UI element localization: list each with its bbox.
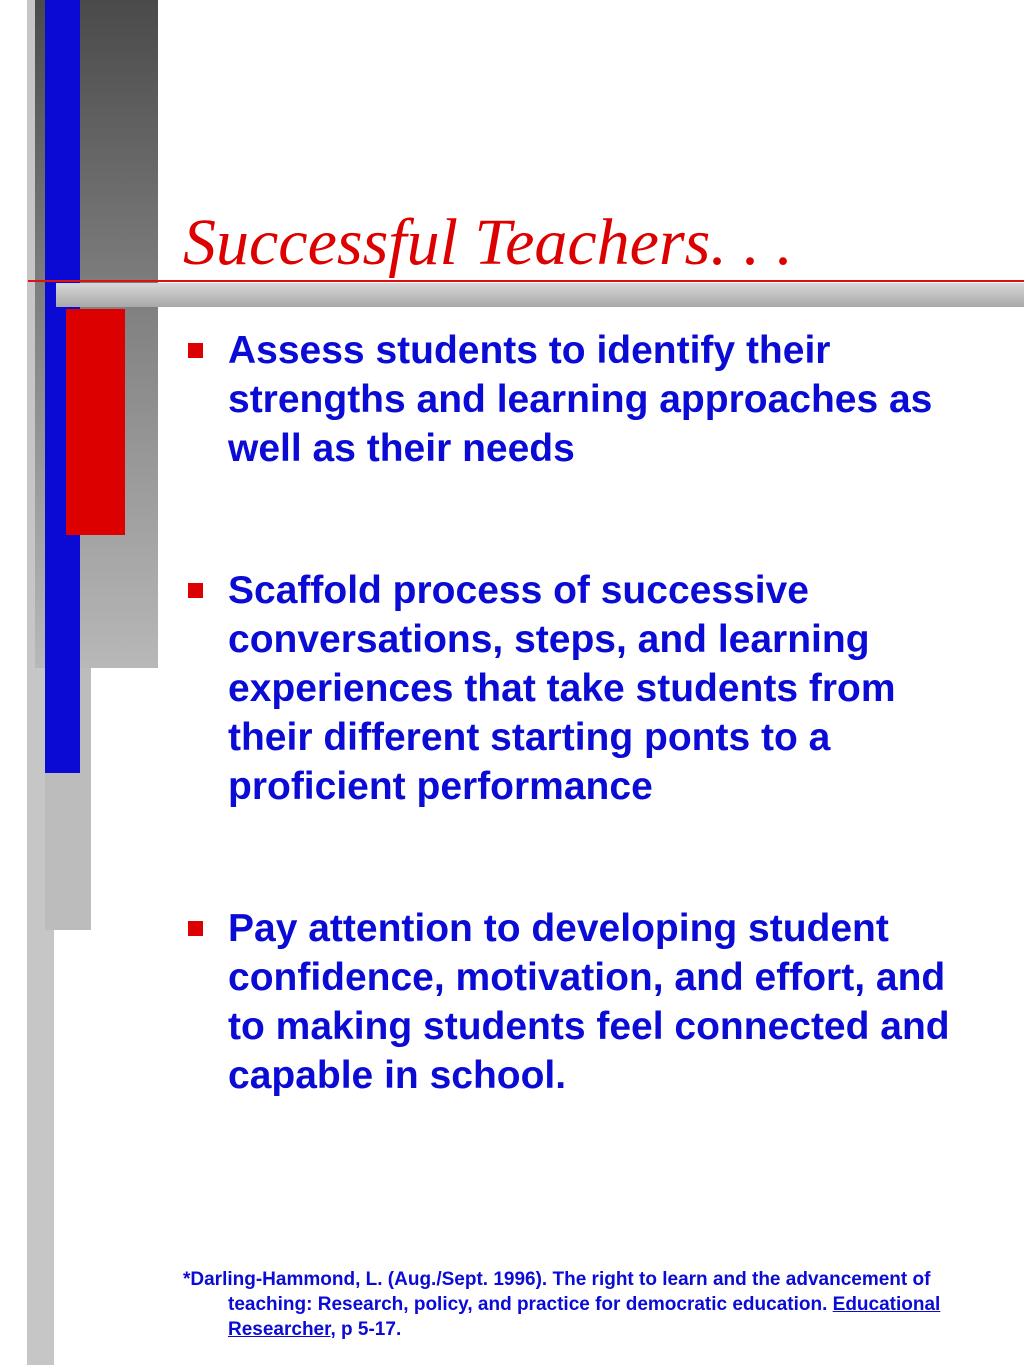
bullet-item-attention [183, 904, 963, 1100]
decor-red-block [66, 309, 125, 535]
bullet-text: Pay attention to developing student confidence, motivation, and effort, and to making students feel connected and capable in school. [228, 907, 950, 1097]
square-bullet-icon [188, 583, 203, 598]
title-divider-gray [56, 283, 1024, 307]
bullet-item-assess [183, 326, 963, 473]
slide-title: Successful Teachers. . . [183, 206, 793, 279]
title-divider-red [28, 280, 1024, 282]
square-bullet-icon [188, 921, 203, 936]
citation [183, 1267, 988, 1342]
bullet-item-scaffold [183, 566, 963, 811]
bullet-list [183, 326, 963, 1100]
citation-pages: p 5-17. [335, 1319, 402, 1340]
bullet-text: Assess students to identify their strengths and learning approaches as well as their needs [228, 329, 933, 470]
citation-text: *Darling-Hammond, L. (Aug./Sept. 1996). The right to learn and the advancement of teaching: Research, policy, and practice for democratic education. [183, 1269, 931, 1315]
bullet-text: Scaffold process of successive conversations, steps, and learning experiences that take students from their different starting ponts to a proficient performance [228, 569, 896, 808]
square-bullet-icon [188, 343, 203, 358]
citation-journal: Educational Researcher, [228, 1294, 941, 1340]
